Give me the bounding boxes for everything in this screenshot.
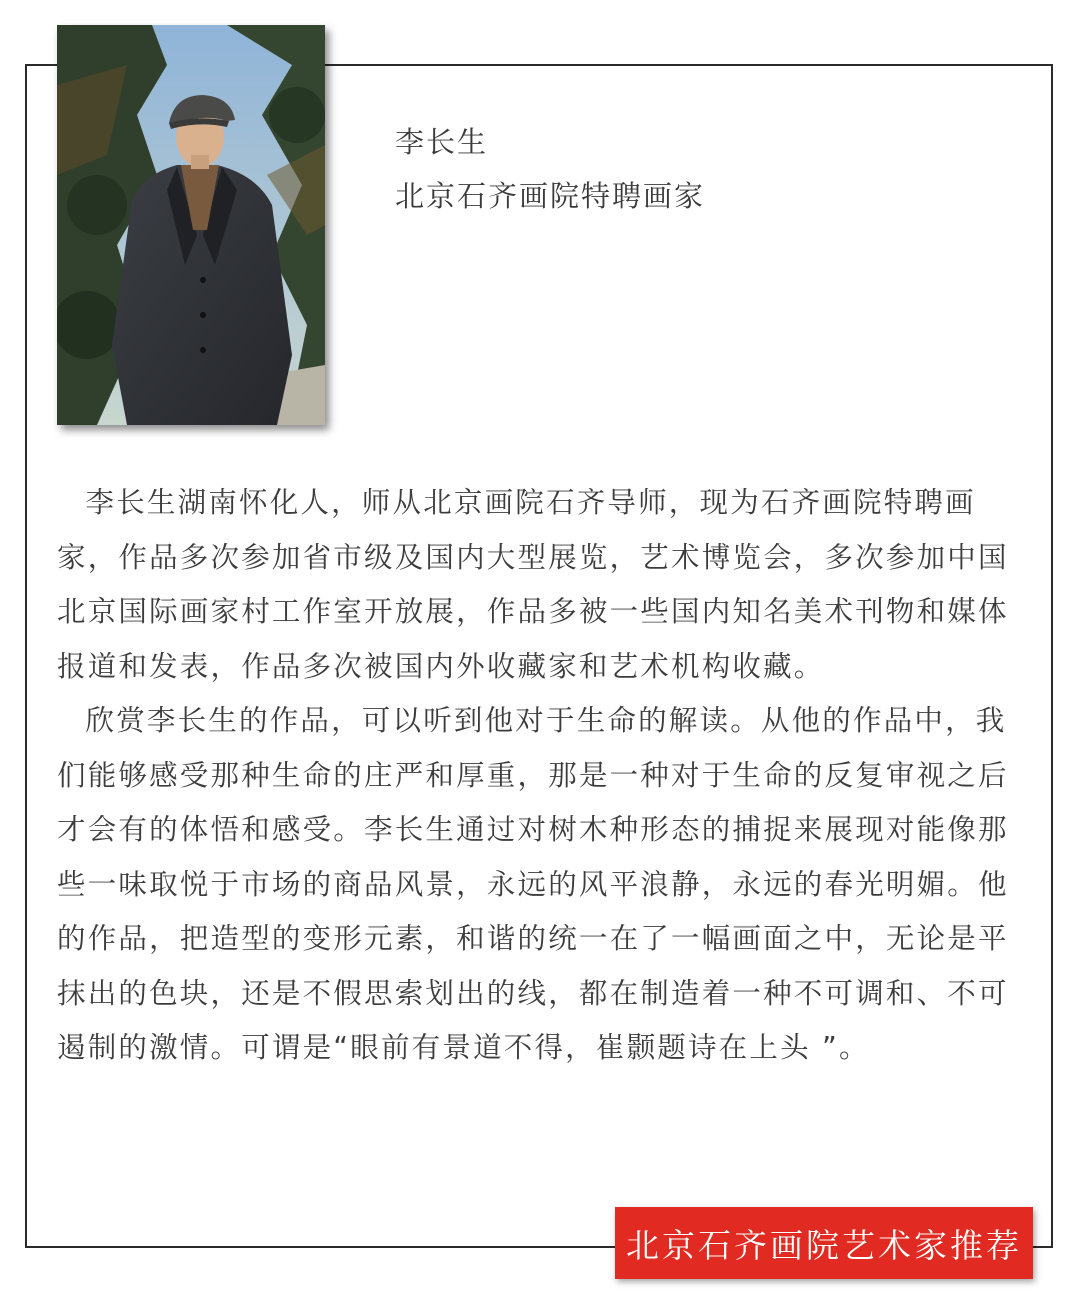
artist-photo: [57, 25, 325, 425]
bio-paragraph: 李长生湖南怀化人，师从北京画院石齐导师，现为石齐画院特聘画家，作品多次参加省市级及国内大型展览，艺术博览会，多次参加中国北京国际画家村工作室开放展，作品多被一些国内知名美术刊物和媒体报道和发表，作品多次被国内外收藏家和艺术机构收藏。: [57, 486, 1009, 683]
artist-name: 李长生: [395, 125, 489, 159]
artist-bio: [57, 476, 1023, 1076]
recommendation-badge: [615, 1207, 1033, 1279]
artist-title: 北京石齐画院特聘画家: [395, 179, 706, 213]
badge-label: 北京石齐画院艺术家推荐: [626, 1225, 1022, 1265]
bio-paragraph: 欣赏李长生的作品，可以听到他对于生命的解读。从他的作品中，我们能够感受那种生命的庄严和厚重，那是一种对于生命的反复审视之后才会有的体悟和感受。李长生通过对树木种形态的捕捉来展现对能像那些一味取悦于市场的商品风景，永远的风平浪静，永远的春光明媚。他的作品，把造型的变形元素，和谐的统一在了一幅画面之中，无论是平抹出的色块，还是不假思索划出的线，都在制造着一种不可调和、不可遏制的激情。可谓是“眼前有景道不得，崔颢题诗在上头 ”。: [57, 704, 1009, 1064]
